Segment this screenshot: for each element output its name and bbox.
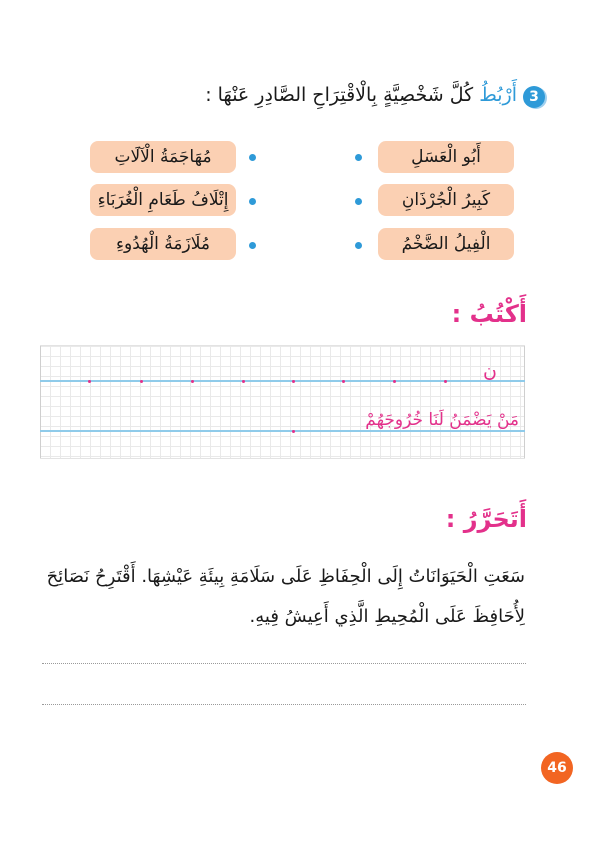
- tracing-dot: [444, 380, 447, 383]
- character-label: الْفِيلُ الضَّخْمُ: [401, 234, 491, 254]
- liberation-section-title: أَتَحَرَّرُ :: [445, 505, 527, 533]
- model-sentence: مَنْ يَضْمَنُ لَنَا خُرُوجَهُمْ: [365, 410, 519, 430]
- character-label: كَبِيرُ الْجُرْذَانِ: [401, 190, 491, 210]
- grid-margin-line-right: [524, 346, 525, 458]
- match-dot-character-1[interactable]: [355, 154, 362, 161]
- tracing-dot: [292, 380, 295, 383]
- writing-guide-line-2: [40, 430, 525, 432]
- grid-margin-line-left: [40, 346, 41, 458]
- proposal-pill-1: [90, 141, 236, 173]
- answer-line-1[interactable]: [42, 663, 526, 664]
- match-dot-character-2[interactable]: [355, 198, 362, 205]
- prompt-line-2: لِأُحَافِظَ عَلَى الْمُحِيطِ الَّذِي أَعِيشُ فِيهِ.: [249, 606, 525, 627]
- handwriting-grid[interactable]: [40, 345, 525, 459]
- proposal-pill-3: [90, 228, 236, 260]
- writing-section-title: أَكْتُبُ :: [451, 300, 527, 328]
- match-dot-proposal-1[interactable]: [249, 154, 256, 161]
- proposal-label: مُهَاجَمَةُ الْآلَاتِ: [114, 147, 212, 167]
- answer-line-2[interactable]: [42, 704, 526, 705]
- prompt-line-1: سَعَتِ الْحَيَوَانَاتُ إِلَى الْحِفَاظِ عَلَى سَلَامَةِ بِيئَةِ عَيْشِهَا. أَقْتَرِحُ نَصَائِحَ: [46, 566, 525, 587]
- tracing-dot: [242, 380, 245, 383]
- character-pill-3: [378, 228, 514, 260]
- tracing-dot: [88, 380, 91, 383]
- character-label: أَبُو الْعَسَلِ: [411, 147, 481, 167]
- character-pill-2: [378, 184, 514, 216]
- exercise-number-badge: 3: [523, 86, 545, 108]
- tracing-dot: [191, 380, 194, 383]
- writing-guide-line-1: [40, 380, 525, 382]
- match-dot-character-3[interactable]: [355, 242, 362, 249]
- tracing-dot: [140, 380, 143, 383]
- exercise-verb: أَرْبُطُ: [479, 84, 517, 106]
- character-pill-1: [378, 141, 514, 173]
- proposal-label: مُلَازَمَةُ الْهُدُوءِ: [116, 234, 210, 254]
- page-number-badge: 46: [541, 752, 573, 784]
- proposal-pill-2: [90, 184, 236, 216]
- match-dot-proposal-3[interactable]: [249, 242, 256, 249]
- exercise-instruction: [205, 84, 517, 106]
- model-letter: ن: [483, 360, 497, 382]
- tracing-dot: [342, 380, 345, 383]
- match-dot-proposal-2[interactable]: [249, 198, 256, 205]
- tracing-dot: [292, 430, 295, 433]
- exercise-instruction-text: كُلَّ شَخْصِيَّةٍ بِالْاقْتِرَاحِ الصَّادِرِ عَنْهَا :: [205, 84, 474, 106]
- tracing-dot: [393, 380, 396, 383]
- proposal-label: إِتْلَافُ طَعَامِ الْغُرَبَاءِ: [97, 190, 229, 210]
